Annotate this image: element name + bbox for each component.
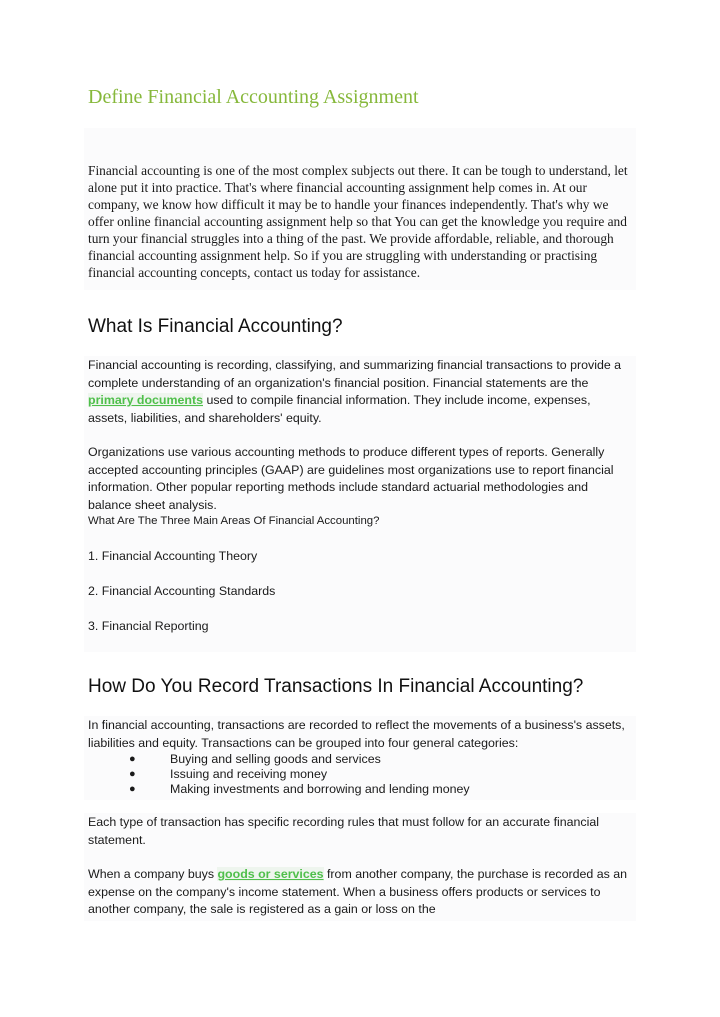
section2-paragraph-1: In financial accounting, transactions are recorded to reflect the movements of a business's assets, liabilities and equity. Transactions can be grouped into four general categories: [88,718,625,750]
transaction-categories-list [84,752,636,797]
primary-documents-link[interactable]: primary documents [88,393,203,407]
section2-block-a [84,716,636,800]
list-item [84,767,636,782]
section2-block-b [84,813,636,921]
section2-paragraph-3 [84,866,636,919]
section2-paragraph-2: Each type of transaction has specific recording rules that must follow for an accurate financial statement. [88,815,600,847]
bullet-text: Making investments and borrowing and lending money [170,782,470,796]
section1-p1-text-a: Financial accounting is recording, classifying, and summarizing financial transactions to provide a complete understanding of an organization's financial position. Financial statements are the [88,358,622,390]
section-heading-what-is: What Is Financial Accounting? [88,316,343,337]
bullet-text: Issuing and receiving money [170,767,328,781]
section2-p3-text-b: from another company, the purchase is recorded as an expense on the company's income statement. When a business offers products or services to another company, the sale is registered as a gain or loss on the [88,867,628,916]
section1-paragraph-2: Organizations use various accounting methods to produce different types of reports. Generally accepted accounting principles (GAAP) are guidelines most organizations use to report financial information. Other popular reporting methods include standard actuarial methodologies and balance sheet analysis. [88,445,614,512]
section2-p3-text-a: When a company buys [88,867,218,881]
bullet-icon: ● [129,783,136,795]
section-heading-record-transactions: How Do You Record Transactions In Financial Accounting? [88,676,584,697]
goods-or-services-link[interactable]: goods or services [217,867,324,881]
section1-paragraph-1 [84,356,636,427]
section1-p1-text-b: used to compile financial information. They include income, expenses, assets, liabilities, and shareholders' equity. [88,393,591,425]
list-item-reporting: 3. Financial Reporting [88,619,209,633]
intro-paragraph: Financial accounting is one of the most complex subjects out there. It can be tough to understand, let alone put it into practice. That's where financial accounting assignment help comes in. At our company, we know how difficult it may be to handle your finances independently. That's why we offer online financial accounting assignment help so that You can get the knowledge you require and turn your financial struggles into a thing of the past. We provide affordable, reliable, and thorough financial accounting assignment help. So if you are struggling with understanding or practising financial accounting concepts, contact us today for assistance. [88,163,628,280]
list-item-theory: 1. Financial Accounting Theory [88,549,258,563]
bullet-icon: ● [129,753,136,765]
section1-subheading: What Are The Three Main Areas Of Financial Accounting? [88,515,380,527]
list-item-standards: 2. Financial Accounting Standards [88,584,276,598]
list-item [84,782,636,797]
intro-block [84,128,636,290]
document-title: Define Financial Accounting Assignment [88,86,419,108]
list-item [84,752,636,767]
section1-block [84,356,636,652]
bullet-icon: ● [129,768,136,780]
bullet-text: Buying and selling goods and services [170,752,381,766]
